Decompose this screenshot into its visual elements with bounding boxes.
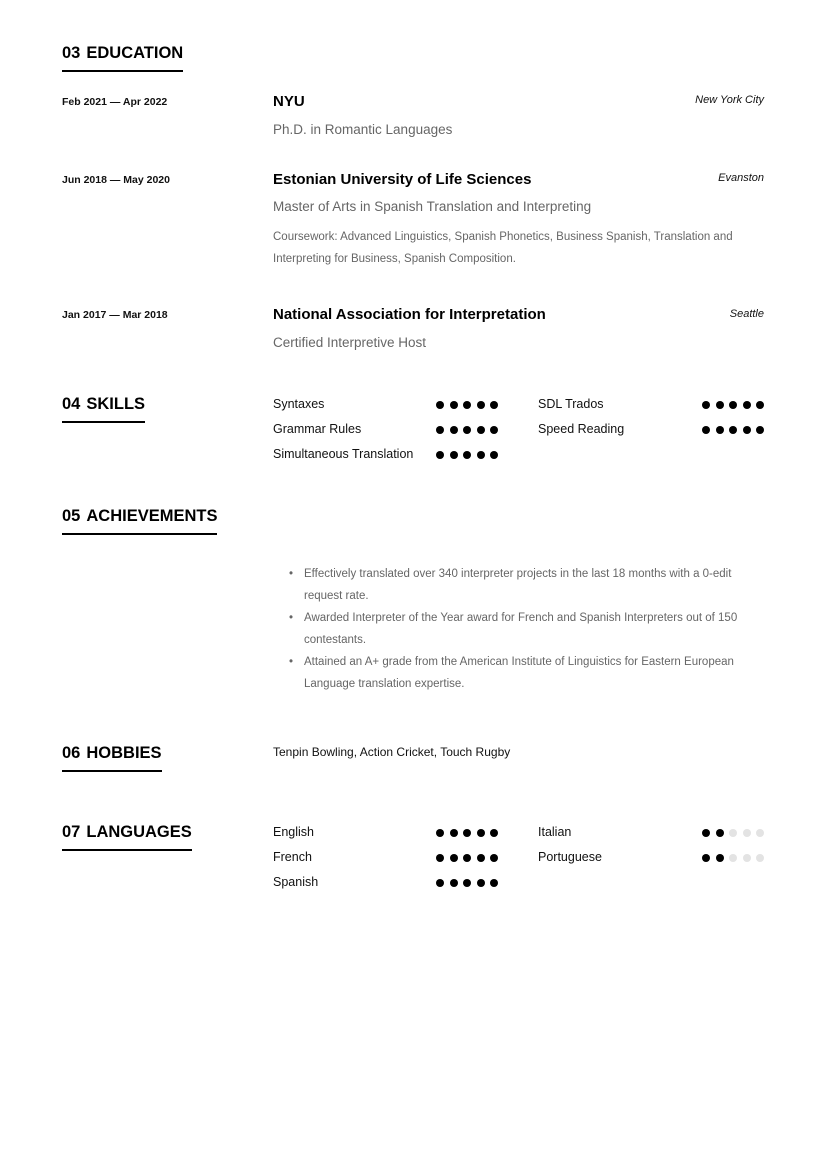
section-label: ACHIEVEMENTS <box>86 507 218 525</box>
rating-dot-filled <box>477 829 485 837</box>
bullet-icon: • <box>289 612 294 624</box>
rating-dot-empty <box>729 854 737 862</box>
language-name: English <box>273 825 314 839</box>
rating-dot-filled <box>716 854 724 862</box>
rating-dot-filled <box>716 829 724 837</box>
rating-dot-filled <box>490 879 498 887</box>
skill-rating <box>702 426 764 434</box>
section-label: LANGUAGES <box>86 823 192 841</box>
language-rating <box>702 829 764 837</box>
language-rating <box>436 879 498 887</box>
education-date: Feb 2021 — Apr 2022 <box>62 96 168 108</box>
rating-dot-filled <box>436 451 444 459</box>
education-degree: Certified Interpretive Host <box>273 335 427 350</box>
section-number: 06 <box>62 744 81 762</box>
achievements-list <box>289 563 759 695</box>
rating-dot-filled <box>702 401 710 409</box>
education-city: New York City <box>695 94 764 106</box>
rating-dot-filled <box>450 854 458 862</box>
rating-dot-filled <box>702 854 710 862</box>
rating-dot-filled <box>436 426 444 434</box>
section-number: 04 <box>62 395 81 413</box>
education-date: Jun 2018 — May 2020 <box>62 174 170 186</box>
education-date: Jan 2017 — Mar 2018 <box>62 309 168 321</box>
language-name: Italian <box>538 825 572 839</box>
rating-dot-filled <box>436 829 444 837</box>
rating-dot-filled <box>490 829 498 837</box>
rating-dot-filled <box>450 879 458 887</box>
section-label: SKILLS <box>86 395 146 413</box>
rating-dot-filled <box>477 854 485 862</box>
language-name: French <box>273 850 312 864</box>
section-number: 03 <box>62 44 81 62</box>
section-label: HOBBIES <box>86 744 162 762</box>
language-rating <box>436 829 498 837</box>
education-coursework: Coursework: Advanced Linguistics, Spanish Phonetics, Business Spanish, Translation and Interpreting for Business, Spanish Composition. <box>273 231 733 265</box>
skill-rating <box>436 426 498 434</box>
rating-dot-filled <box>477 426 485 434</box>
section-title-education <box>62 44 183 72</box>
rating-dot-filled <box>756 426 764 434</box>
rating-dot-filled <box>716 401 724 409</box>
section-number: 07 <box>62 823 81 841</box>
rating-dot-filled <box>436 401 444 409</box>
rating-dot-filled <box>450 829 458 837</box>
education-school: Estonian University of Life Sciences <box>273 171 532 188</box>
language-rating <box>436 854 498 862</box>
education-degree: Master of Arts in Spanish Translation and Interpreting <box>273 199 592 214</box>
achievement-text: Effectively translated over 340 interpreter projects in the last 18 months with a 0-edit request rate. <box>304 568 732 602</box>
rating-dot-empty <box>756 854 764 862</box>
education-degree: Ph.D. in Romantic Languages <box>273 122 453 137</box>
rating-dot-filled <box>702 829 710 837</box>
rating-dot-empty <box>743 854 751 862</box>
rating-dot-empty <box>743 829 751 837</box>
education-school: NYU <box>273 93 305 110</box>
education-city: Evanston <box>718 172 764 184</box>
rating-dot-filled <box>477 879 485 887</box>
list-item <box>289 607 759 651</box>
achievement-text: Attained an A+ grade from the American Institute of Linguistics for Eastern European Language translation expertise. <box>304 656 734 690</box>
section-label: EDUCATION <box>86 44 184 62</box>
hobbies-text: Tenpin Bowling, Action Cricket, Touch Rugby <box>273 745 511 759</box>
section-title-achievements <box>62 507 217 535</box>
achievement-text: Awarded Interpreter of the Year award for French and Spanish Interpreters out of 150 contestants. <box>304 612 738 646</box>
list-item <box>289 651 759 695</box>
rating-dot-filled <box>743 401 751 409</box>
skill-rating <box>436 401 498 409</box>
section-title-hobbies <box>62 744 162 772</box>
rating-dot-filled <box>477 401 485 409</box>
rating-dot-filled <box>729 426 737 434</box>
rating-dot-filled <box>729 401 737 409</box>
rating-dot-filled <box>463 879 471 887</box>
skill-name: Grammar Rules <box>273 422 362 436</box>
rating-dot-filled <box>490 854 498 862</box>
rating-dot-filled <box>463 426 471 434</box>
section-title-languages <box>62 823 192 851</box>
rating-dot-filled <box>463 401 471 409</box>
skill-name: SDL Trados <box>538 397 604 411</box>
skill-rating <box>436 451 498 459</box>
rating-dot-filled <box>490 451 498 459</box>
bullet-icon: • <box>289 568 294 580</box>
education-school: National Association for Interpretation <box>273 306 546 323</box>
section-number: 05 <box>62 507 81 525</box>
language-name: Spanish <box>273 875 319 889</box>
rating-dot-filled <box>450 426 458 434</box>
rating-dot-filled <box>436 854 444 862</box>
list-item <box>289 563 759 607</box>
language-name: Portuguese <box>538 850 602 864</box>
rating-dot-filled <box>743 426 751 434</box>
rating-dot-filled <box>450 451 458 459</box>
rating-dot-filled <box>463 854 471 862</box>
rating-dot-filled <box>716 426 724 434</box>
rating-dot-filled <box>490 426 498 434</box>
skill-rating <box>702 401 764 409</box>
rating-dot-filled <box>702 426 710 434</box>
rating-dot-empty <box>756 829 764 837</box>
rating-dot-filled <box>463 829 471 837</box>
education-city: Seattle <box>729 308 764 320</box>
rating-dot-filled <box>463 451 471 459</box>
rating-dot-filled <box>477 451 485 459</box>
language-rating <box>702 854 764 862</box>
skill-name: Speed Reading <box>538 422 625 436</box>
skill-name: Syntaxes <box>273 397 325 411</box>
bullet-icon: • <box>289 656 294 668</box>
rating-dot-filled <box>490 401 498 409</box>
rating-dot-filled <box>756 401 764 409</box>
rating-dot-empty <box>729 829 737 837</box>
section-title-skills <box>62 395 145 423</box>
rating-dot-filled <box>450 401 458 409</box>
skill-name: Simultaneous Translation <box>273 447 414 461</box>
rating-dot-filled <box>436 879 444 887</box>
